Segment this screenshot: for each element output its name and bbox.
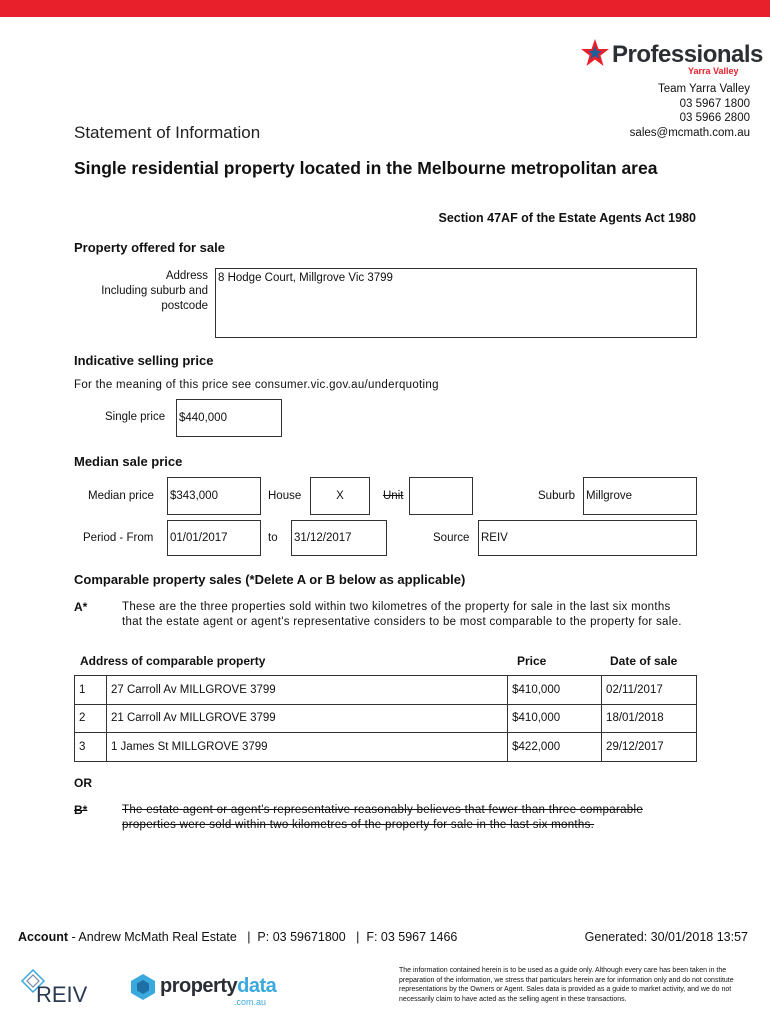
unit-label: Unit [383,490,404,502]
disclaimer-text: The information contained herein is to be used as a guide only. Although every care has been taken in the preparation of the information, we stress that particulars herein are for information only and do not constitute representations by the Owners or Agent. Sales data is provided as a guide to market activity, and we do not necessarily claim to have acted as the selling agent in these transactions. [399,967,734,1003]
row-number: 2 [75,704,107,733]
table-row [75,733,697,762]
document-title: Single residential property located in the Melbourne metropolitan area [74,158,658,178]
period-from-field[interactable]: 01/01/2017 [167,520,261,556]
row-price: $410,000 [508,704,602,733]
row-date: 29/12/2017 [602,733,697,762]
or-label: OR [74,776,92,790]
option-a-label: A* [74,600,88,614]
logo-word: Professionals [612,41,763,68]
top-brand-bar [0,0,770,17]
table-row [75,704,697,733]
period-to-label: to [268,532,278,544]
house-checkbox[interactable]: X [310,477,370,515]
suburb-field[interactable]: Millgrove [583,477,697,515]
team-name: Team Yarra Valley [657,83,750,95]
underquoting-note: For the meaning of this price see consumer.vic.gov.au/underquoting [74,379,439,391]
phone-2: 03 5966 2800 [679,112,750,124]
email[interactable]: sales@mcmath.com.au [629,126,750,139]
agency-contact [630,82,750,140]
reiv-logo: REIV [18,968,98,1008]
row-date: 02/11/2017 [602,676,697,705]
address-label: Address Including suburb and postcode [101,270,208,312]
col-address-header: Address of comparable property [80,654,266,668]
col-date-header: Date of sale [610,654,678,668]
star-icon [580,38,610,68]
comparable-sales-table [74,675,697,762]
generated-timestamp: Generated: 30/01/2018 13:57 [584,930,748,944]
indicative-price-heading: Indicative selling price [74,353,214,368]
single-price-field[interactable]: $440,000 [176,399,282,437]
row-price: $410,000 [508,676,602,705]
row-price: $422,000 [508,733,602,762]
account-details: - Andrew McMath Real Estate | P: 03 59671800 | F: 03 5967 1466 [68,930,458,944]
house-label: House [268,490,302,502]
professionals-logo [580,38,763,78]
table-row [75,676,697,705]
option-a-text: These are the three properties sold within two kilometres of the property for sale in the last six months that the estate agent or agent's representative considers to be most comparable to the property for sale. [122,601,682,628]
option-b-text: The estate agent or agent's representative reasonably believes that fewer than three comparable properties were sold within two kilometres of the property for sale in the last six months. [122,804,644,831]
option-b-label: B* [74,803,88,817]
single-price-label: Single price [105,411,166,423]
address-field[interactable]: 8 Hodge Court, Millgrove Vic 3799 [215,268,697,338]
phone-1: 03 5967 1800 [679,97,750,110]
median-price-field[interactable]: $343,000 [167,477,261,515]
period-to-field[interactable]: 31/12/2017 [291,520,387,556]
row-address: 21 Carroll Av MILLGROVE 3799 [106,704,507,733]
account-line [18,930,457,944]
logo-sub: Yarra Valley [688,66,739,76]
period-from-label: Period - From [83,532,154,544]
account-label: Account [18,930,68,944]
row-number: 1 [75,676,107,705]
col-price-header: Price [517,654,547,668]
unit-checkbox[interactable] [409,477,473,515]
property-heading: Property offered for sale [74,240,225,255]
comparable-heading: Comparable property sales (*Delete A or B below as applicable) [74,572,466,587]
row-date: 18/01/2018 [602,704,697,733]
legislation-reference: Section 47AF of the Estate Agents Act 1980 [438,211,696,225]
propertydata-hex-icon [130,973,156,1001]
row-number: 3 [75,733,107,762]
document-heading: Statement of Information [74,123,261,142]
source-label: Source [433,532,470,544]
row-address: 27 Carroll Av MILLGROVE 3799 [106,676,507,705]
median-price-label: Median price [88,490,154,502]
median-heading: Median sale price [74,454,183,469]
suburb-label: Suburb [538,490,576,502]
source-field[interactable]: REIV [478,520,697,556]
propertydata-logo: propertydata .com.au [130,973,270,1009]
row-address: 1 James St MILLGROVE 3799 [106,733,507,762]
